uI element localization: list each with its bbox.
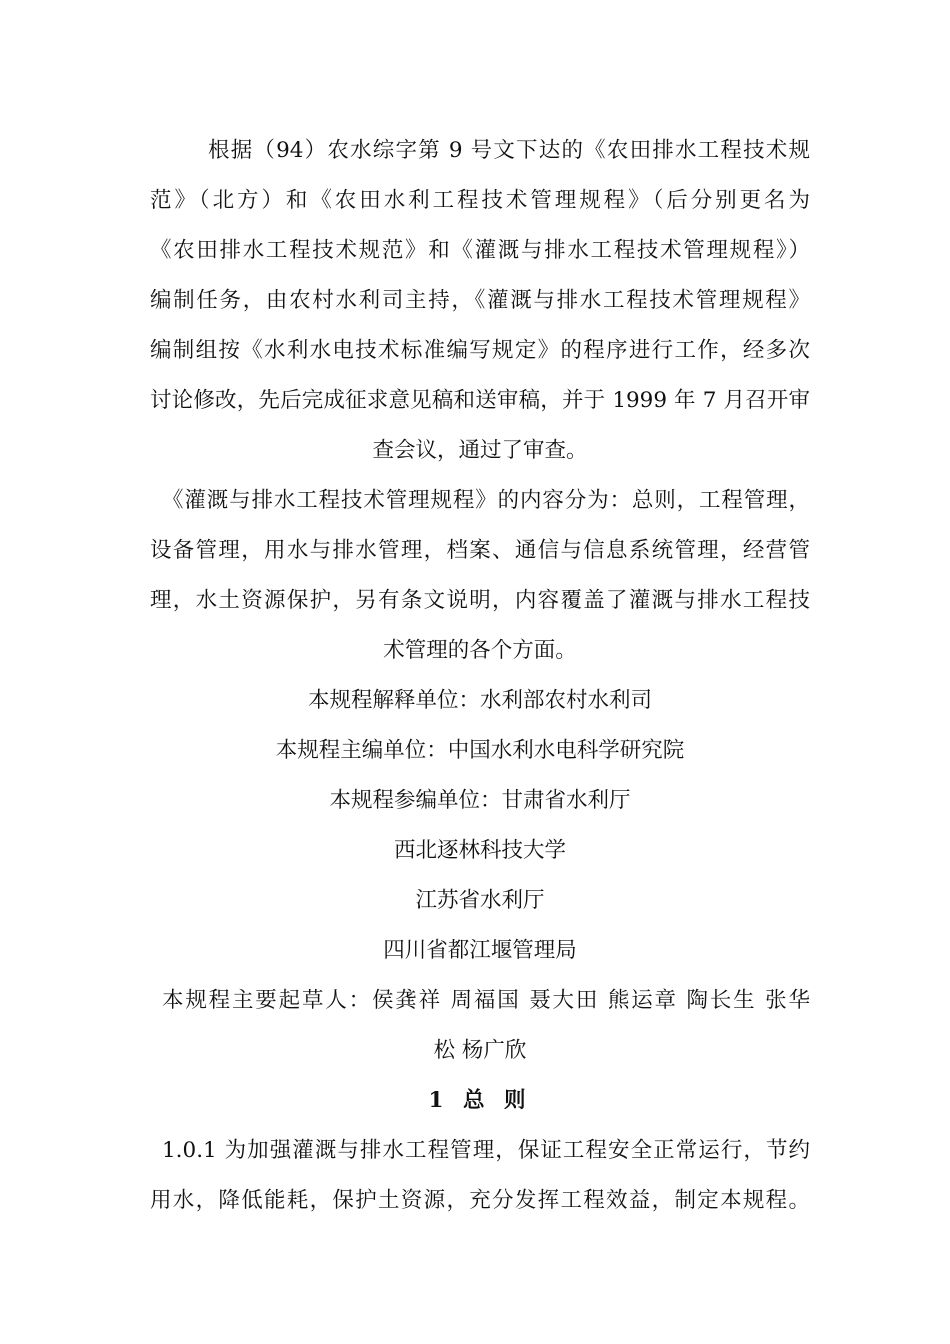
main-drafters: [150, 976, 810, 1076]
text-line: 1.0.1 为加强灌溉与排水工程管理，保证工程安全正常运行，节约: [162, 1138, 810, 1163]
participating-unit: 江苏省水利厅: [415, 888, 545, 913]
preface-paragraph-1: [150, 126, 810, 476]
text-line: 范》（北方）和《农田水利工程技术管理规程》（后分别更名为: [150, 188, 810, 213]
interpret-unit: 本规程解释单位：水利部农村水利司: [307, 688, 652, 713]
participating-unit: 本规程参编单位：甘肃省水利厅: [329, 788, 631, 813]
text-line: 设备管理，用水与排水管理，档案、通信与信息系统管理，经营管: [150, 538, 810, 563]
text-line: 松 杨广欣: [433, 1038, 527, 1063]
text-line: 理，水土资源保护，另有条文说明，内容覆盖了灌溉与排水工程技: [150, 588, 810, 613]
text-line: 本规程主要起草人：侯龚祥 周福国 聂大田 熊运章 陶长生 张华: [162, 988, 810, 1013]
text-line: 根据（94）农水综字第 9 号文下达的《农田排水工程技术规: [208, 138, 810, 163]
text-line: 《灌溉与排水工程技术管理规程》的内容分为：总则，工程管理，: [162, 488, 810, 513]
text-line: 用水，降低能耗，保护土资源，充分发挥工程效益，制定本规程。: [150, 1188, 810, 1213]
text-line: 讨论修改，先后完成征求意见稿和送审稿，并于 1999 年 7 月召开审: [150, 388, 810, 413]
participating-units: [150, 776, 810, 976]
text-line: 术管理的各个方面。: [383, 638, 577, 663]
preface-paragraph-2: [150, 476, 810, 676]
participating-unit: 四川省都江堰管理局: [383, 938, 577, 963]
text-line: 《农田排水工程技术规范》和《灌溉与排水工程技术管理规程》）: [150, 238, 810, 263]
participating-unit: 西北逐林科技大学: [393, 838, 566, 863]
text-line: 编制任务，由农村水利司主持，《灌溉与排水工程技术管理规程》: [150, 288, 810, 313]
clause-1-0-1: [150, 1126, 810, 1226]
text-line: 查会议，通过了审查。: [372, 438, 588, 463]
section-heading: 1 总 则: [428, 1088, 532, 1113]
text-line: 编制组按《水利水电技术标准编写规定》的程序进行工作，经多次: [150, 338, 810, 363]
chief-editor-unit: 本规程主编单位：中国水利水电科学研究院: [275, 738, 685, 763]
document-page: [150, 126, 810, 1226]
